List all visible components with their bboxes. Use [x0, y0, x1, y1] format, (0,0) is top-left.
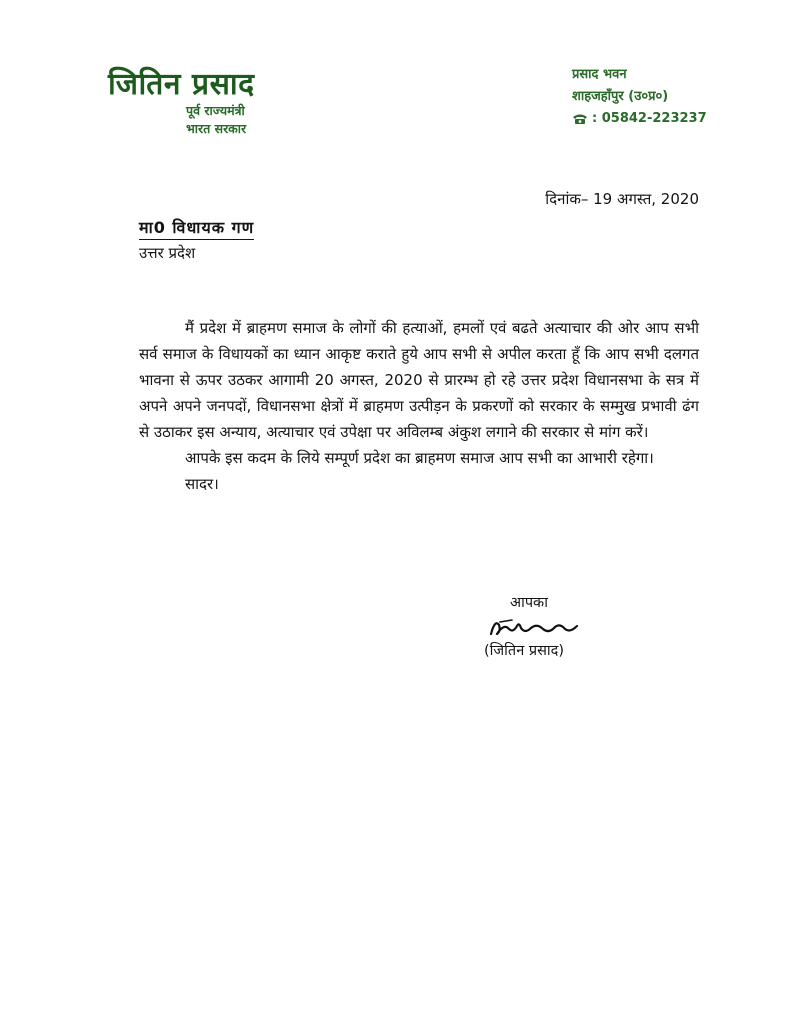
body-paragraph-3: सादर।	[185, 475, 219, 493]
closing-yours: आपका	[510, 595, 548, 611]
letterhead-address	[572, 64, 707, 130]
designation-line-2: भारत सरकार	[186, 121, 247, 136]
letter-body	[139, 315, 699, 497]
closing-block	[484, 592, 580, 662]
address-line-2: शाहजहाँपुर (उ०प्र०)	[572, 89, 669, 104]
recipient-state: उत्तर प्रदेश	[139, 244, 196, 262]
phone-line	[572, 108, 707, 130]
address-line-1: प्रसाद भवन	[572, 67, 627, 82]
body-paragraph-2: आपके इस कदम के लिये सम्पूर्ण प्रदेश का ब्राहमण समाज आप सभी का आभारी रहेगा।	[185, 449, 654, 467]
body-paragraph-1: मैं प्रदेश में ब्राहमण समाज के लोगों की हत्याओं, हमलों एवं बढते अत्याचार की ओर आप सभी सर्व समाज के विधायकों का ध्यान आकृष्ट कराते हुये आप सभी से अपील करता हूँ कि आप सभी दलगत भावना से ऊपर उठकर आगामी 20 अगस्त, 2020 से प्रारम्भ हो रहे उत्तर प्रदेश विधानसभा के सत्र में अपने अपने जनपदों, विधानसभा क्षेत्रों में ब्राहमण उत्पीड़न के प्रकरणों को सरकार के सम्मुख प्रभावी ढंग से उठाकर इस अन्याय, अत्याचार एवं उपेक्षा पर अविलम्ब अंकुश लगाने की सरकार से मांग करें।	[139, 319, 699, 441]
recipient-salutation: मा0 विधायक गण	[139, 216, 254, 240]
letter-date: दिनांक– 19 अगस्त, 2020	[545, 190, 699, 208]
signatory-name: (जितिन प्रसाद)	[484, 643, 565, 659]
letterhead-designation	[186, 102, 246, 138]
handwritten-signature	[488, 616, 580, 638]
phone-number: : 05842-223237	[592, 111, 707, 126]
telephone-icon	[572, 113, 588, 125]
letterhead-name: जितिन प्रसाद	[108, 67, 255, 102]
designation-line-1: पूर्व राज्यमंत्री	[186, 103, 245, 118]
